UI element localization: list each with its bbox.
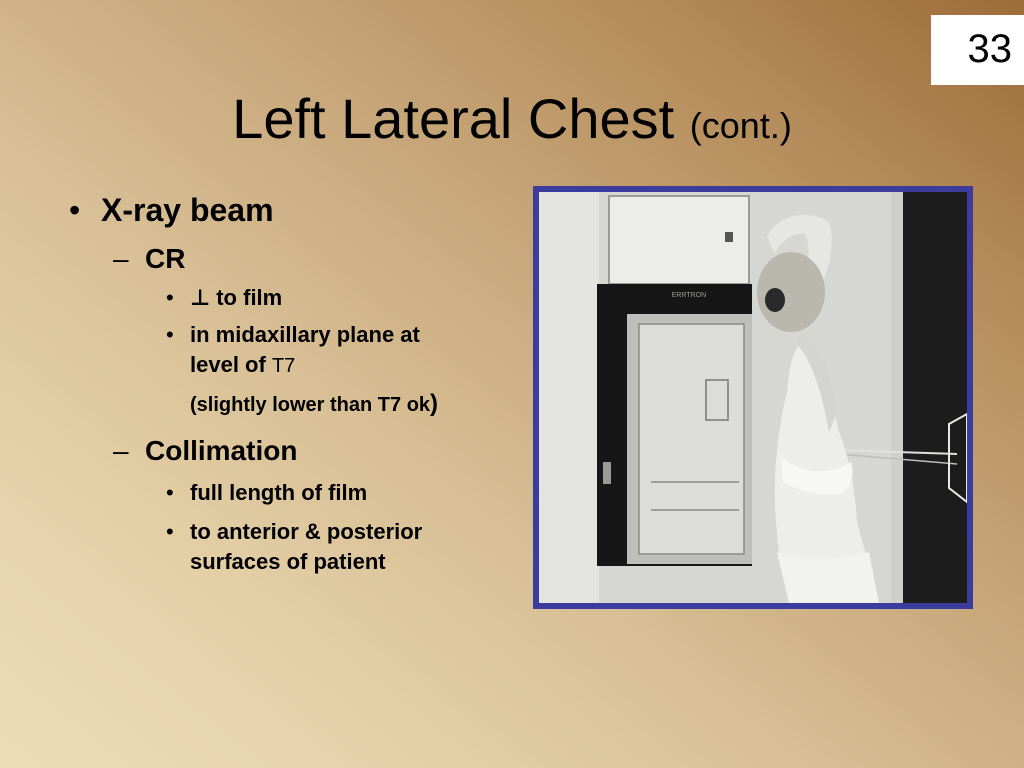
photo-dark-doorway (901, 192, 967, 603)
photo-frame (533, 186, 973, 609)
photo-patient-lower-garment (777, 552, 879, 603)
note-close-paren: ) (430, 390, 439, 417)
midaxillary-line2: level of (190, 352, 266, 377)
title-suffix: (cont.) (689, 105, 792, 146)
bullet-collimation (63, 434, 523, 468)
photo-wall-left (539, 192, 599, 603)
perpendicular-text: to film (216, 285, 283, 310)
photo-bucky-handle (603, 462, 611, 484)
photo-patient-head (757, 252, 825, 332)
note-text: (slightly lower than T7 ok (190, 394, 431, 416)
full-length-text: full length of film (190, 480, 368, 505)
photo-patient-ear-clip (765, 288, 785, 312)
dash-marker: – (113, 243, 129, 274)
bullet-marker: • (166, 480, 174, 505)
perpendicular-symbol: ⊥ (190, 285, 211, 310)
bullet-marker: • (69, 192, 81, 228)
photo-cabinet-latch (725, 232, 733, 242)
slide-title (0, 84, 1024, 161)
photo-cassette (639, 324, 744, 554)
bullet-xray-beam-text: X-ray beam (101, 192, 274, 228)
bullet-cr-text: CR (145, 243, 186, 274)
dash-marker: – (113, 435, 129, 466)
photo-door-frame (891, 192, 903, 603)
bullet-marker: • (166, 519, 174, 544)
bullet-marker: • (166, 322, 174, 347)
bullet-perpendicular (63, 283, 523, 313)
bullet-collimation-text: Collimation (145, 435, 298, 466)
bullet-list (63, 190, 523, 577)
bullet-marker: • (166, 285, 174, 310)
midaxillary-note (63, 389, 523, 420)
patient-positioning-photo (539, 192, 967, 603)
midaxillary-line1: in midaxillary plane at (190, 322, 420, 347)
photo-bucky-label: ERRTRON (671, 292, 707, 299)
bullet-midaxillary (63, 320, 523, 381)
title-main: Left Lateral Chest (232, 87, 675, 150)
anterior-posterior-line2: surfaces of patient (190, 549, 386, 574)
bullet-cr (63, 242, 523, 276)
slide-number: 33 (967, 27, 1012, 71)
bullet-anterior-posterior (63, 517, 523, 577)
slide-number-box (931, 15, 1024, 85)
midaxillary-t7: T7 (271, 355, 296, 377)
bullet-xray-beam (63, 190, 523, 232)
anterior-posterior-line1: to anterior & posterior (190, 519, 423, 544)
bullet-full-length (63, 478, 523, 508)
